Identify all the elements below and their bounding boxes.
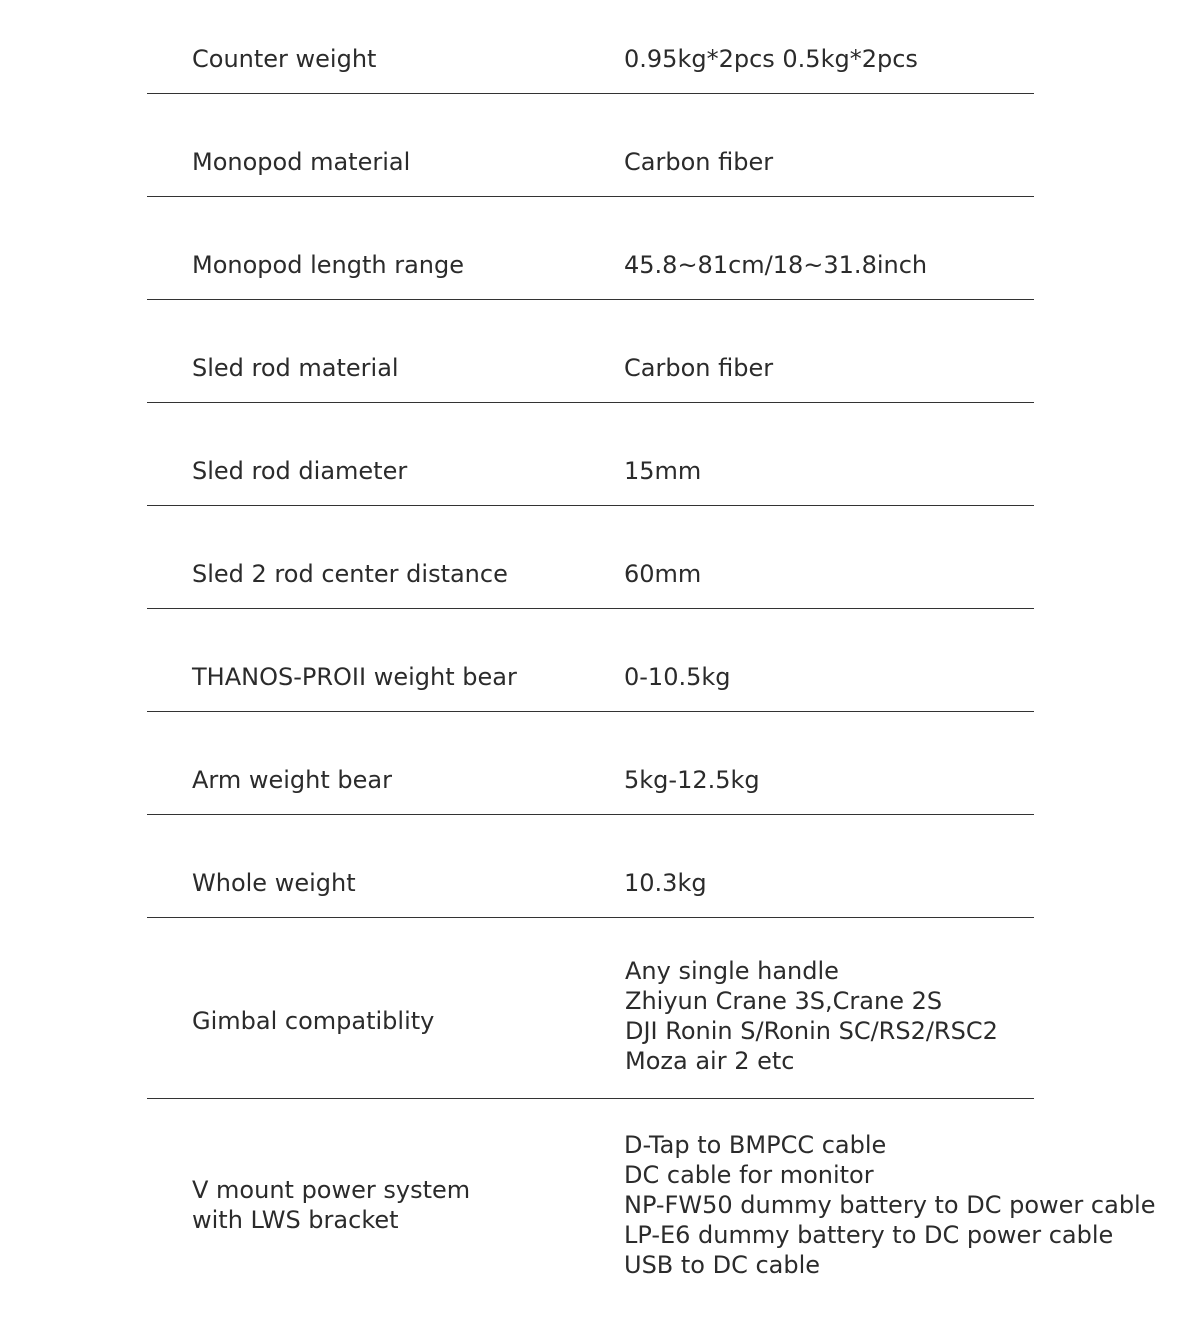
spec-label: Monopod length range bbox=[192, 251, 464, 279]
row-divider bbox=[147, 299, 1034, 300]
row-divider bbox=[147, 917, 1034, 918]
spec-label: V mount power system with LWS bracket bbox=[192, 1176, 471, 1234]
spec-value bbox=[624, 456, 701, 486]
spec-value-line: 0-10.5kg bbox=[624, 663, 731, 691]
spec-value-line: USB to DC cable bbox=[624, 1251, 821, 1279]
spec-value-line: 5kg-12.5kg bbox=[624, 766, 760, 794]
spec-value bbox=[624, 1130, 1156, 1280]
row-divider bbox=[147, 505, 1034, 506]
spec-label: Sled rod material bbox=[192, 354, 399, 382]
spec-value bbox=[624, 559, 701, 589]
spec-value-line: Moza air 2 etc bbox=[625, 1047, 795, 1075]
spec-value-line: Carbon fiber bbox=[624, 148, 774, 176]
row-divider bbox=[147, 402, 1034, 403]
spec-value-line: 15mm bbox=[624, 457, 702, 485]
spec-value-line: Carbon fiber bbox=[624, 354, 774, 382]
row-divider bbox=[147, 1098, 1034, 1099]
spec-value bbox=[624, 147, 773, 177]
spec-value-line: Zhiyun Crane 3S,Crane 2S bbox=[625, 987, 943, 1015]
spec-value-line: 60mm bbox=[624, 560, 702, 588]
row-divider bbox=[147, 93, 1034, 94]
spec-label: Sled rod diameter bbox=[192, 457, 408, 485]
spec-value-line: NP-FW50 dummy battery to DC power cable bbox=[624, 1191, 1156, 1219]
spec-label: Gimbal compatiblity bbox=[192, 1007, 435, 1035]
spec-value-line: 45.8~81cm/18~31.8inch bbox=[624, 251, 928, 279]
spec-value bbox=[624, 765, 760, 795]
spec-label: Whole weight bbox=[192, 869, 356, 897]
spec-label: Arm weight bear bbox=[192, 766, 392, 794]
spec-value bbox=[624, 662, 731, 692]
row-divider bbox=[147, 711, 1034, 712]
spec-label: Monopod material bbox=[192, 148, 411, 176]
spec-value bbox=[624, 44, 918, 74]
row-divider bbox=[147, 608, 1034, 609]
spec-value bbox=[625, 956, 998, 1076]
spec-value bbox=[624, 353, 773, 383]
spec-value-line: D-Tap to BMPCC cable bbox=[624, 1131, 887, 1159]
spec-value-line: Any single handle bbox=[625, 957, 839, 985]
spec-label: Sled 2 rod center distance bbox=[192, 560, 508, 588]
spec-value-line: DC cable for monitor bbox=[624, 1161, 874, 1189]
spec-value bbox=[624, 250, 927, 280]
spec-value-line: DJI Ronin S/Ronin SC/RS2/RSC2 bbox=[625, 1017, 998, 1045]
spec-value-line: 10.3kg bbox=[624, 869, 707, 897]
row-divider bbox=[147, 196, 1034, 197]
row-divider bbox=[147, 814, 1034, 815]
spec-value bbox=[624, 868, 707, 898]
spec-label: Counter weight bbox=[192, 45, 377, 73]
spec-value-line: LP-E6 dummy battery to DC power cable bbox=[624, 1221, 1114, 1249]
spec-label: THANOS-PROII weight bear bbox=[192, 663, 517, 691]
spec-value-line: 0.95kg*2pcs 0.5kg*2pcs bbox=[624, 45, 918, 73]
